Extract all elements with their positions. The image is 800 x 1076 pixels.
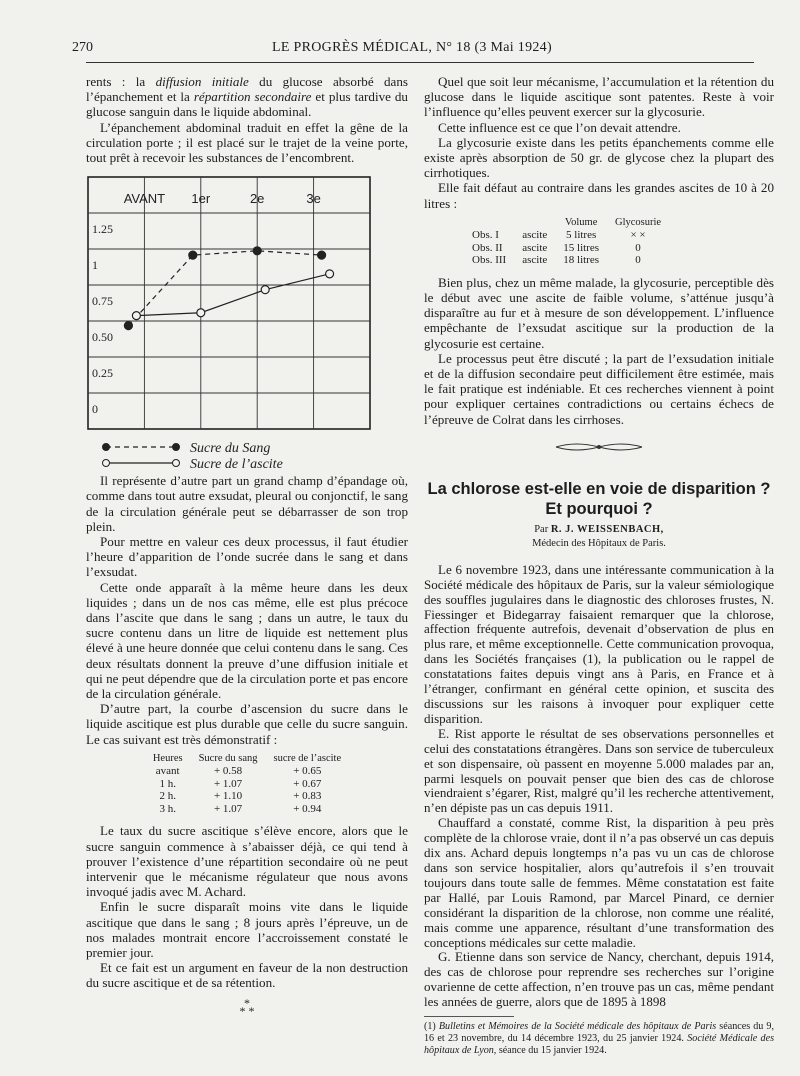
table-row: Obs. III ascite 18 litres 0 (472, 254, 641, 267)
data-point (124, 322, 132, 330)
table-header: Glycosurie (615, 216, 662, 228)
y-tick-label: 0.50 (92, 330, 113, 345)
page-number: 270 (72, 40, 93, 55)
table-header: Volume (564, 216, 598, 228)
y-tick-label: 1.25 (92, 222, 113, 237)
x-tick-label: AVANT (123, 191, 166, 207)
data-point (197, 309, 205, 317)
paragraph: La glycosurie existe dans les petits épanchements comme elle existe après absorption de 50 gr. de glycose chez la plupart des cirrhotiques. (424, 134, 774, 181)
table-header: Sucre du sang (198, 752, 258, 764)
data-point (189, 251, 197, 259)
paragraph: Bien plus, chez un même malade, la glycosurie, perceptible dès le début avec une ascite de faible volume, s’atténue jusqu’à disparaître au fur et à mesure de son développement. L’influence empêchante de l’exsudat ascitique sur la production de la glycosurie est certaine. (424, 274, 774, 351)
article-title: La chlorose est-elle en voie de disparition ? Et pourquoi ? (427, 479, 771, 518)
footnote-rule (424, 1016, 514, 1017)
footnote: (1) Bulletins et Mémoires de la Société médicale des hôpitaux de Paris séances du 9, 16 et 23 novembre, du 14 décembre 1923, du 25 janvier 1924. Société Médicale des hôpitaux de Lyon, séance du 15 janvier 1924. (424, 1021, 775, 1057)
paragraph: rents : la diffusion initiale du glucose absorbé dans l’épanchement et la répartition secondaire et plus tardive du glucose sanguin dans le liquide abdominal. (86, 74, 409, 120)
table-row: 3 h. + 1.07 + 0.94 (159, 802, 322, 815)
paragraph: Elle fait défaut au contraire dans les grandes ascites de 10 à 20 litres : (424, 180, 774, 211)
table-row: Obs. I ascite 5 litres × × (472, 229, 646, 242)
table-header: Heures (152, 752, 183, 764)
data-point (318, 251, 326, 259)
table-row: Obs. II ascite 15 litres 0 (472, 241, 641, 254)
paragraph: Il représente d’autre part un grand champ d’épandage où, comme dans tout autre exsudat, pleural ou conjonctif, le sang de la circulation générale peut se débarrasser de son trop plein. (86, 473, 408, 534)
paragraph: Cette influence est ce que l’on devait attendre. (438, 119, 681, 135)
legend-label: Sucre du Sang (190, 441, 271, 457)
table-row: avant + 0.58 + 0.65 (155, 765, 322, 778)
paragraph: G. Etienne dans son service de Nancy, cherchant, depuis 1914, des cas de chlorose pour reprendre ses recherches sur l’origine ovarienne de cette affection, n’en trouve pas un cas, même pendant les années de guerre, alors que de 1895 à 1898 (424, 949, 774, 1010)
y-tick-label: 0.25 (92, 366, 113, 381)
paragraph: Quel que soit leur mécanisme, l’accumulation et la rétention du glucose dans le liquide ascitique sont patentes. Reste à voir l’influence qu’elles peuvent exercer sur la glycosurie. (424, 74, 774, 120)
legend-label: Sucre de l’ascite (190, 457, 283, 473)
chart-svg (86, 173, 408, 473)
paragraph: Chauffard a constaté, comme Rist, la disparition à peu près complète de la chlorose vraie, dont il n’a pas observé un cas depuis dix ans. Achard depuis longtemps n’a pas vu un cas de chlorose dans son service hospitalier, alors qu’autrefois il s’en trouvait toujours dans toute salle de femmes. Même constatation est faite par Hallé, par Louis Ramond, par Marcel Pinard, ce dernier considérant la disparition de la chlorose, non comme une réalité, mais comme une apparence, résultant d’une transformation des conceptions médicales sur cette maladie. (424, 815, 774, 950)
author-affiliation: Médecin des Hôpitaux de Paris. (532, 537, 666, 549)
glucose-table (145, 753, 349, 816)
y-tick-label: 0.75 (92, 294, 113, 309)
paragraph: E. Rist apporte le résultat de ses observations personnelles et celui des constatations étrangères. Dans son service de tuberculeux et son dispensaire, où passent en moyenne 5.000 malades par an, parmi lesquels on pouvait penser que bien des cas de chlorose viendraient s’égarer, Rist, malgré qu’il les recherche attentivement, n’en dépiste pas un cas depuis 1911. (424, 725, 774, 816)
left-column (86, 74, 408, 1019)
y-tick-label: 1 (92, 258, 98, 273)
data-point (253, 247, 261, 255)
glucose-chart (86, 173, 408, 473)
article-byline: Par R. J. WEISSENBACH, (534, 523, 664, 535)
data-point (261, 286, 269, 294)
x-tick-label: 1er (191, 191, 211, 207)
table-row: 2 h. + 1.10 + 0.83 (159, 790, 322, 803)
ornament-divider (424, 441, 774, 455)
legend-marker (103, 444, 110, 451)
x-tick-label: 2e (249, 191, 265, 207)
data-point (326, 270, 334, 278)
paragraph: Enfin le sucre disparaît moins vite dans le liquide ascitique que dans le sang ; 8 jours après l’épreuve, un de nos malades montrait encore l’accroissement constaté le premier jour. (86, 899, 408, 960)
right-column (424, 74, 774, 1057)
header-rule (86, 62, 754, 63)
table-header-row (464, 217, 669, 230)
table-row: 1 h. + 1.07 + 0.67 (159, 777, 322, 790)
article-body (424, 563, 774, 1010)
paragraph: Le 6 novembre 1923, dans une intéressante communication à la Société médicale des hôpitaux de Paris, sur la valeur sémiologique des souffles jugulaires dans le diagnostic des chloroses frustes, N. Fiessinger et Bidegarray faisaient remarquer que la chlorose, affection fréquente autrefois, devenait d’observation de plus en plus rare, et même exceptionnelle. Cette communication provoqua, dans les Sociétés françaises (1), la publication ou le rappel de constatations faites depuis vingt ans à Paris, en France et à l’étranger, confirmant en général cette opinion, et suscita des discussions sur les raisons à invoquer pour expliquer cette disparition. (424, 561, 774, 726)
x-tick-label: 3e (306, 191, 321, 207)
data-point (132, 312, 140, 320)
legend-marker (173, 460, 180, 467)
y-tick-label: 0 (92, 402, 98, 417)
running-title: LE PROGRÈS MÉDICAL, N° 18 (3 Mai 1924) (272, 40, 552, 55)
paragraph: L’épanchement abdominal traduit en effet la gêne de la circulation porte ; il est placé sur le trajet de la veine porte, tout prêt à recevoir les substances de l’encombrent. (86, 119, 408, 166)
series-line (136, 274, 329, 316)
section-asterism: * * * (239, 995, 255, 1018)
table-header-row (145, 753, 349, 766)
paragraph: D’autre part, la courbe d’ascension du sucre dans le liquide ascitique est plus durable que celle du sucre sanguin. Le cas suivant est très démonstratif : (86, 701, 408, 747)
table-header: sucre de l’ascite (273, 752, 342, 764)
legend-marker (173, 444, 180, 451)
page-header (72, 36, 752, 58)
paragraph: Le processus peut être discuté ; la part de l’exsudation initiale et de la diffusion secondaire peut difficilement être estimée, mais le fait pratique est indéniable. Et ces recherches viennent à point pour expliquer certaines contradictions ou certains échecs de l’épreuve de Colrat dans les cirrhoses. (424, 350, 774, 427)
paragraph: Cette onde apparaît à la même heure dans les deux liquides ; dans un de nos cas même, elle est plus précoce dans l’ascite que dans le sang ; dans un autre, le taux du sucre contenu dans un litre de liquide est nettement plus élevé à une heure donnée que celui contenu dans le sang. Ces deux résultats donnent la preuve d’une diffusion initiale et qui ne peut dépendre que de la circulation porte et pas encore de la circulation générale. (86, 579, 408, 702)
observations-table (464, 217, 669, 267)
paragraph: Pour mettre en valeur ces deux processus, il faut étudier l’heure d’apparition de l’onde sucrée dans le sang et dans l’exsudat. (86, 534, 408, 580)
paragraph: Le taux du sucre ascitique s’élève encore, alors que le sucre sanguin commence à s’abaisser déjà, ce qui tend à prouver l’existence d’une répartition secondaire où ne peut intervenir que le mécanisme régulateur que nous avons invoqué jadis avec M. Achard. (86, 823, 408, 900)
legend-marker (103, 460, 110, 467)
paragraph: Et ce fait est un argument en faveur de la non destruction du sucre ascitique et de sa rétention. (86, 960, 408, 991)
ornament-icon (554, 441, 644, 453)
